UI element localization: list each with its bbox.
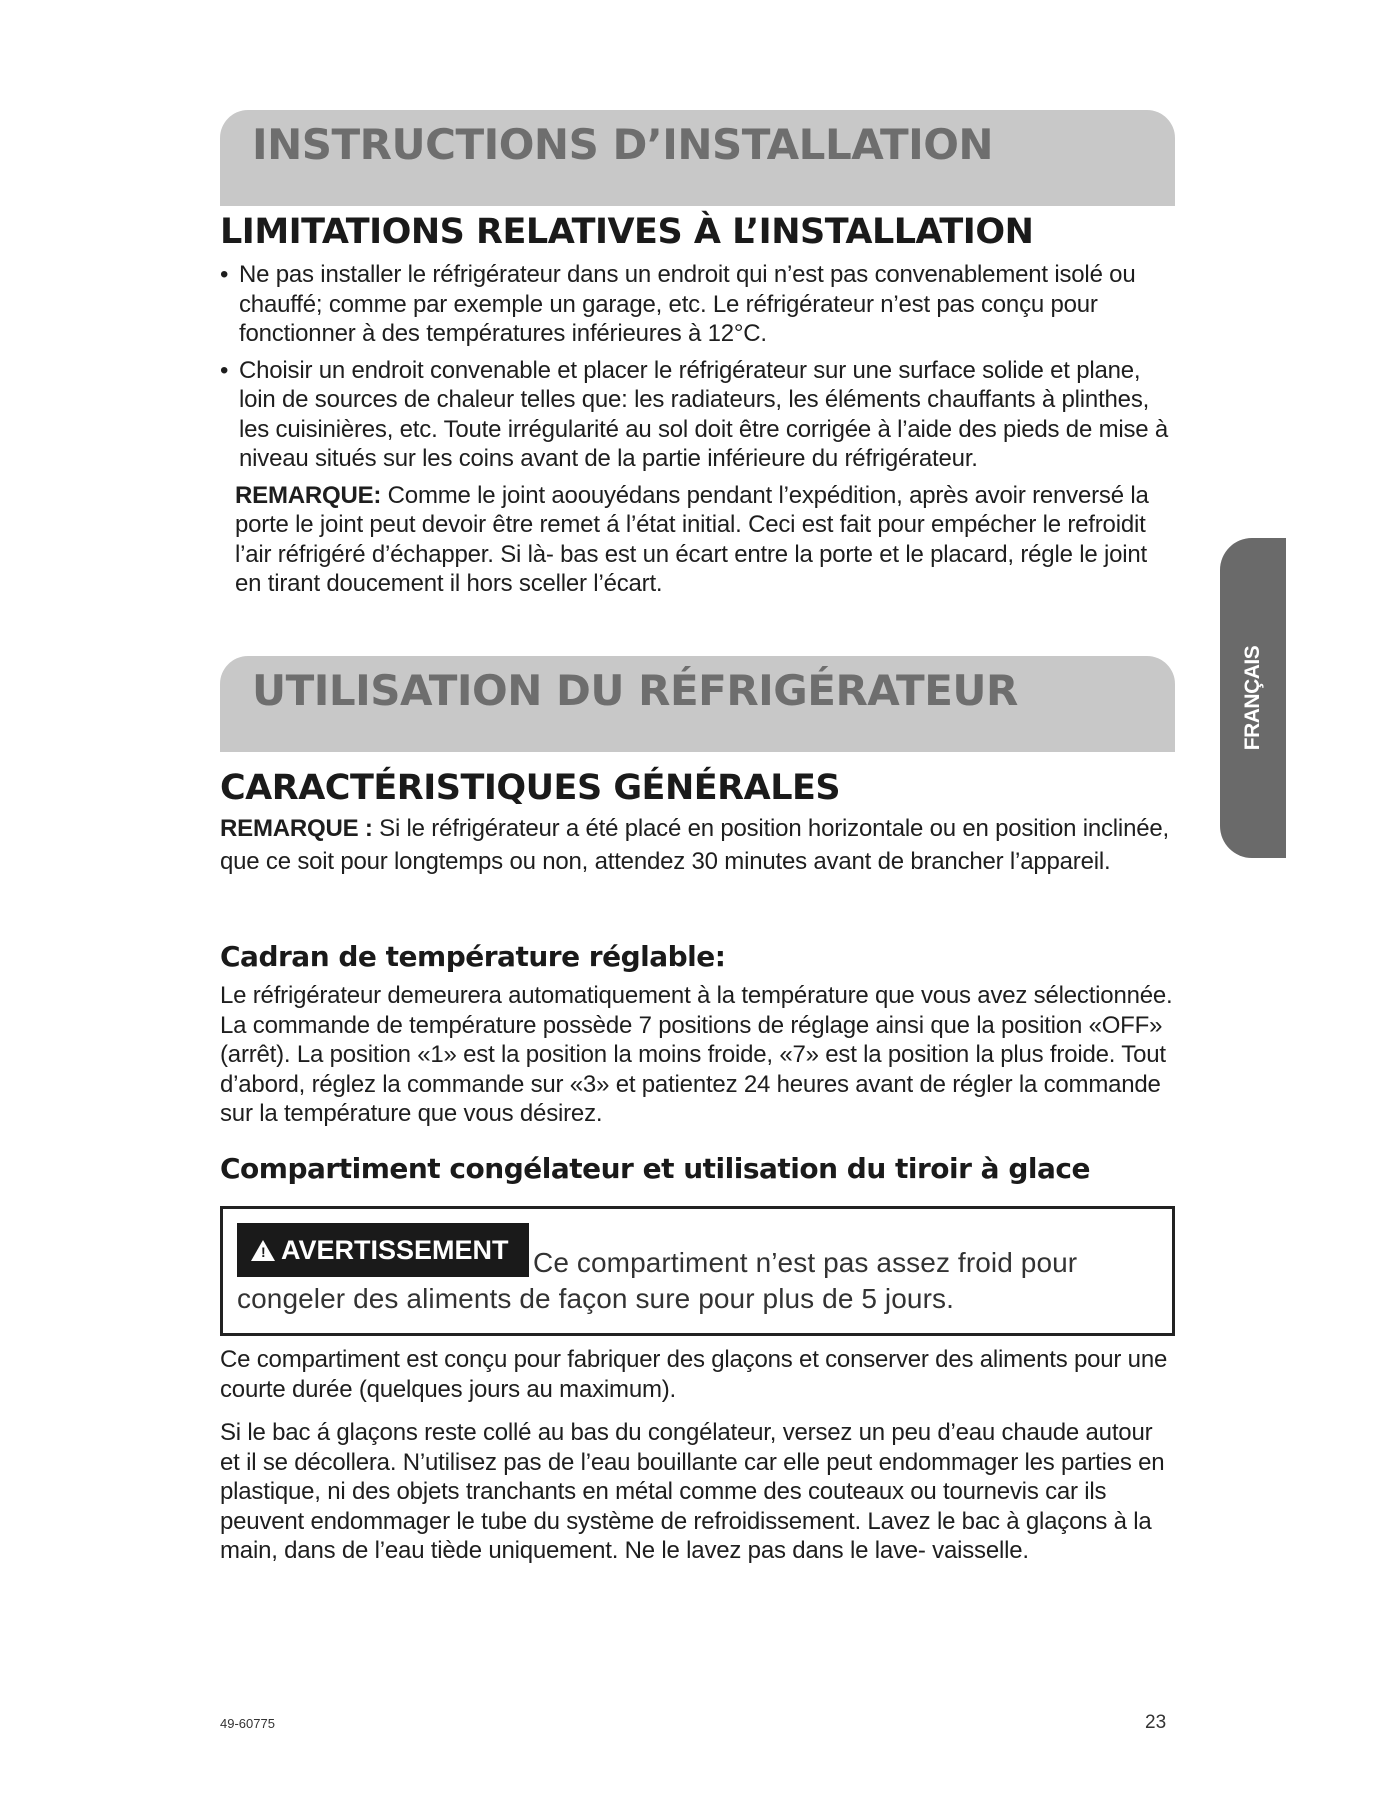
temperature-dial-heading: Cadran de température réglable:: [220, 940, 726, 973]
note-label: REMARQUE :: [220, 815, 373, 842]
page-number: 23: [1145, 1712, 1167, 1733]
freezer-heading: Compartiment congélateur et utilisation du tiroir à glace: [220, 1152, 1090, 1185]
installation-banner-title: INSTRUCTIONS D’INSTALLATION: [252, 120, 994, 169]
list-item: [220, 260, 1175, 349]
installation-note: [220, 481, 1175, 599]
general-features: [220, 768, 1175, 878]
usage-banner: [220, 656, 1175, 752]
bullet-marker: •: [220, 356, 229, 384]
warning-text-line1: Ce compartiment n’est pas assez froid pour: [533, 1247, 1078, 1278]
usage-banner-title: UTILISATION DU RÉFRIGÉRATEUR: [252, 666, 1018, 715]
warning-exclamation: !: [261, 1244, 266, 1260]
installation-bullet-list: [220, 260, 1175, 474]
note-label: REMARQUE:: [235, 481, 382, 509]
freezer-para-1: Ce compartiment est conçu pour fabriquer des glaçons et conserver des aliments pour une courte durée (quelques jours au maximum).: [220, 1346, 1168, 1403]
warning-badge-label: AVERTISSEMENT: [281, 1235, 509, 1265]
list-item: [220, 356, 1175, 474]
temperature-dial-section: [220, 940, 1175, 1129]
document-code: 49-60775: [220, 1716, 275, 1731]
bullet-text: Ne pas installer le réfrigérateur dans un endroit qui n’est pas convenablement isolé ou chauffé; comme par exemple un garage, etc. Le réfrigérateur n’est pas conçu pour fonctionner à des températures inférieures à 12°C.: [239, 261, 1136, 347]
general-features-note: [220, 812, 1175, 878]
installation-banner: [220, 110, 1175, 206]
installation-content: [220, 212, 1175, 599]
general-features-heading: CARACTÉRISTIQUES GÉNÉRALES: [220, 768, 841, 808]
language-tab-label: FRANÇAIS: [1241, 645, 1264, 751]
freezer-section: [220, 1152, 1175, 1185]
freezer-para-2: Si le bac á glaçons reste collé au bas du congélateur, versez un peu d’eau chaude autour et il se décollera. N’utilisez pas de l’eau bouillante car elle peut endommager les parties en plastique, ni des objets tranchants en métal comme des couteaux ou tournevis car ils peuvent endommager le tube du système de refroidissement. Lavez le bac à glaçons à la main, dans de l’eau tiède uniquement. Ne le lavez pas dans le lave- vaisselle.: [220, 1419, 1165, 1564]
bullet-text: Choisir un endroit convenable et placer le réfrigérateur sur une surface solide et plane, loin de sources de chaleur telles que: les radiateurs, les éléments chauffants à plinthes, les cuisinières, etc. Toute irrégularité au sol doit être corrigée à l’aide des pieds de mise à niveau situés sur les coins avant de la partie inférieure du réfrigérateur.: [239, 356, 1169, 472]
note-text: Comme le joint aoouyédans pendant l’expédition, après avoir renversé la porte le joint peut devoir être remet á l’état initial. Ceci est fait pour empécher le refroidit l’air réfrigéré d’échapper. Si là- bas est un écart entre la porte et le placard, régle le joint en tirant doucement il hors sceller l’écart.: [235, 481, 1149, 597]
bullet-marker: •: [220, 261, 229, 288]
note-text: Si le réfrigérateur a été placé en position horizontale ou en position inclinée, que ce soit pour longtemps ou non, attendez 30 minutes avant de brancher l’appareil.: [220, 815, 1169, 875]
warning-text-line2: congeler des aliments de façon sure pour plus de 5 jours.: [237, 1283, 955, 1314]
warning-badge: [237, 1223, 529, 1277]
warning-box: [220, 1206, 1175, 1336]
temperature-dial-text: Le réfrigérateur demeurera automatiquement à la température que vous avez sélectionnée. La commande de température possède 7 positions de réglage ainsi que la position «OFF» (arrêt). La position «1» est la position la moins froide, «7» est la position la plus froide. Tout d’abord, réglez la commande sur «3» et patientez 24 heures avant de régler la commande sur la température que vous désirez.: [220, 982, 1173, 1127]
warning-triangle-icon: [251, 1240, 275, 1261]
installation-heading: LIMITATIONS RELATIVES À L’INSTALLATION: [220, 212, 1034, 252]
language-tab: [1220, 538, 1286, 858]
freezer-body: [220, 1345, 1175, 1566]
